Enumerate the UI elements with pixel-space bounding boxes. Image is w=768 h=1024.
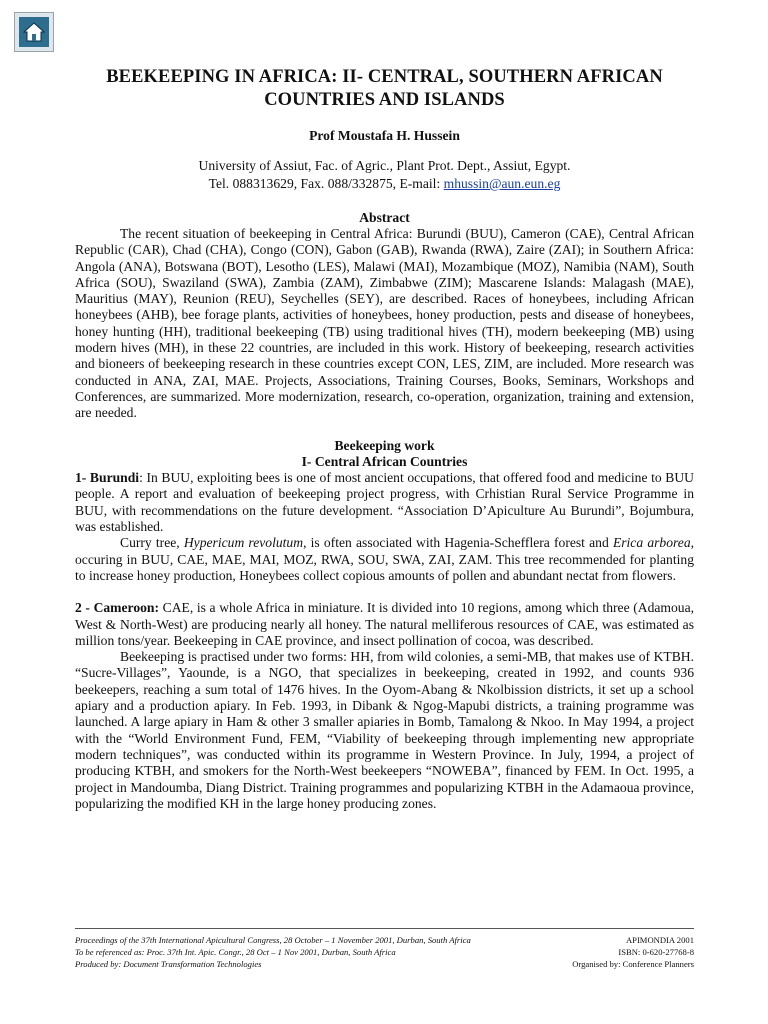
cameroon-text: CAE, is a whole Africa in miniature. It is divided into 10 regions, among which three (Adamoua, West & North-West) are producing nearly all honey. The natural melliferous resources of CAE, was estimated as million tons/year. Beekeeping in CAE province, and insect pollination of cocoa, was described. xyxy=(75,600,695,648)
work-heading: Beekeeping work xyxy=(334,437,435,453)
footer-proceedings: Proceedings of the 37th International Apicultural Congress, 28 October – 1 November 2001, Durban, South Africa xyxy=(75,935,471,945)
curry-text-a: Curry tree, xyxy=(120,535,184,551)
footer-divider xyxy=(75,928,694,929)
contact-text: Tel. 088313629, Fax. 088/332875, E-mail: xyxy=(208,176,444,191)
paper-title: BEEKEEPING IN AFRICA: II- CENTRAL, SOUTHERN AFRICAN COUNTRIES AND ISLANDS xyxy=(106,67,663,110)
home-icon xyxy=(19,17,49,47)
contact-line xyxy=(75,175,694,193)
footer-organiser: Organised by: Conference Planners xyxy=(572,959,694,969)
curry-text-b: , is often associated with Hagenia-Schefflera forest and xyxy=(303,535,613,551)
curry-text-c: occuring in BUU, CAE, MAE, MAI, MOZ, RWA, SOU, SWA, ZAI, ZAM. This tree recommended for planting to increase honey production, Honeybees collect copious amounts of pollen and abundant nectat from flowers. xyxy=(75,551,694,583)
footer-isbn: ISBN: 0-620-27768-8 xyxy=(618,947,694,957)
section-heading: I- Central African Countries xyxy=(301,453,468,469)
burundi-paragraph xyxy=(75,470,694,535)
footer-conference: APIMONDIA 2001 xyxy=(625,935,694,945)
burundi-text: : In BUU, exploiting bees is one of most ancient occupations, that offered food and medicine to BUU people. A report and evaluation of beekeeping project progress, with Crhistian Rural Service Programme in BUU, with recommendations on the future development. “Association D’Apiculture Au Burundi”, Bojumbura, was established. xyxy=(75,470,694,535)
abstract-heading: Abstract xyxy=(359,210,410,225)
page-footer xyxy=(75,934,694,970)
cameroon-paragraph xyxy=(75,600,694,649)
abstract-text: The recent situation of beekeeping in Central Africa: Burundi (BUU), Cameron (CAE), Central African Republic (CAR), Chad (CHA), Congo (CON), Gabon (GAB), Rwanda (RWA), Zaire (ZAI); in Southern Africa: Angola (ANA), Botswana (BOT), Lesotho (LES), Malawi (MAI), Mozambique (MOZ), Namibia (NAM), South Africa (SOU), Swaziland (SWA), Zambia (ZAM), Zimbabwe (ZIM); Mascarene Islands: Malagash (MAE), Mauritius (MAY), Reunion (REU), Seychelles (SEY), are described. Races of honeybees, including African honeybees (AHB), bee forage plants, activities of honeybees, honey production, pests and disease of honeybees, honey hunting (HH), traditional beekeeping (TB) using traditional hives (TH), modern beekeeping (MB) using modern hives (MH), in these 22 countries, are included in this work. History of beekeeping, research activities and bioneers of beekeeping research in these countries except CON, LES, ZIM, are included. More research was conducted in ANA, ZAI, MAE. Projects, Associations, Training Courses, Books, Seminars, Workshops and Conferences, are summarized. More modernization, research, co-operation, organization, training and extension, are needed. xyxy=(75,226,694,421)
cameroon-label: 2 - Cameroon: xyxy=(75,600,160,616)
home-button[interactable] xyxy=(14,12,54,52)
affiliation xyxy=(75,157,694,193)
email-link[interactable]: mhussin@aun.eun.eg xyxy=(443,176,561,191)
footer-producer: Produced by: Document Transformation Technologies xyxy=(75,959,262,969)
author-name: Prof Moustafa H. Hussein xyxy=(309,128,460,143)
species-name: Erica arborea, xyxy=(612,535,695,551)
footer-reference: To be referenced as: Proc. 37th Int. Apic. Congr., 28 Oct – 1 Nov 2001, Durban, South Africa xyxy=(75,947,396,957)
cameroon-forms-paragraph: Beekeeping is practised under two forms: HH, from wild colonies, a semi-MB, that makes use of KTBH. “Sucre-Villages”, Yaounde, is a NGO, that specializes in beekeeping, created in 1992, and counts 936 beekeepers, reaching a sum total of 1476 hives. In the Oyom-Abang & Nkolbission districts, it set up a school apiary and a production apiary. In Feb. 1993, in Dibank & Ngog-Mapubi districts, a training programme was launched. A large apiary in Ham & other 3 smaller apiaries in Bomb, Tamalong & Nkoo. In May 1994, a project with the “World Environment Fund, FEM, “Viability of beekeeping through implementing new appropriate modern techniques”, was conducted within its programme in Western Province. In July, 1994, a project of producing KTBH, and smokers for the North-West beekeepers “NOWEBA”, financed by FEM. In Oct. 1995, a project in Mandoumba, Diang District. Training programmes and popularizing KTBH in the Adamaoua province, popularizing the modified KH in the large honey producing zones. xyxy=(75,649,694,811)
curry-tree-paragraph xyxy=(75,535,694,584)
species-name: Hypericum revolutum xyxy=(183,535,304,551)
burundi-label: 1- Burundi xyxy=(75,470,140,486)
affiliation-line: University of Assiut, Fac. of Agric., Plant Prot. Dept., Assiut, Egypt. xyxy=(198,158,571,173)
paper-page xyxy=(75,66,694,812)
